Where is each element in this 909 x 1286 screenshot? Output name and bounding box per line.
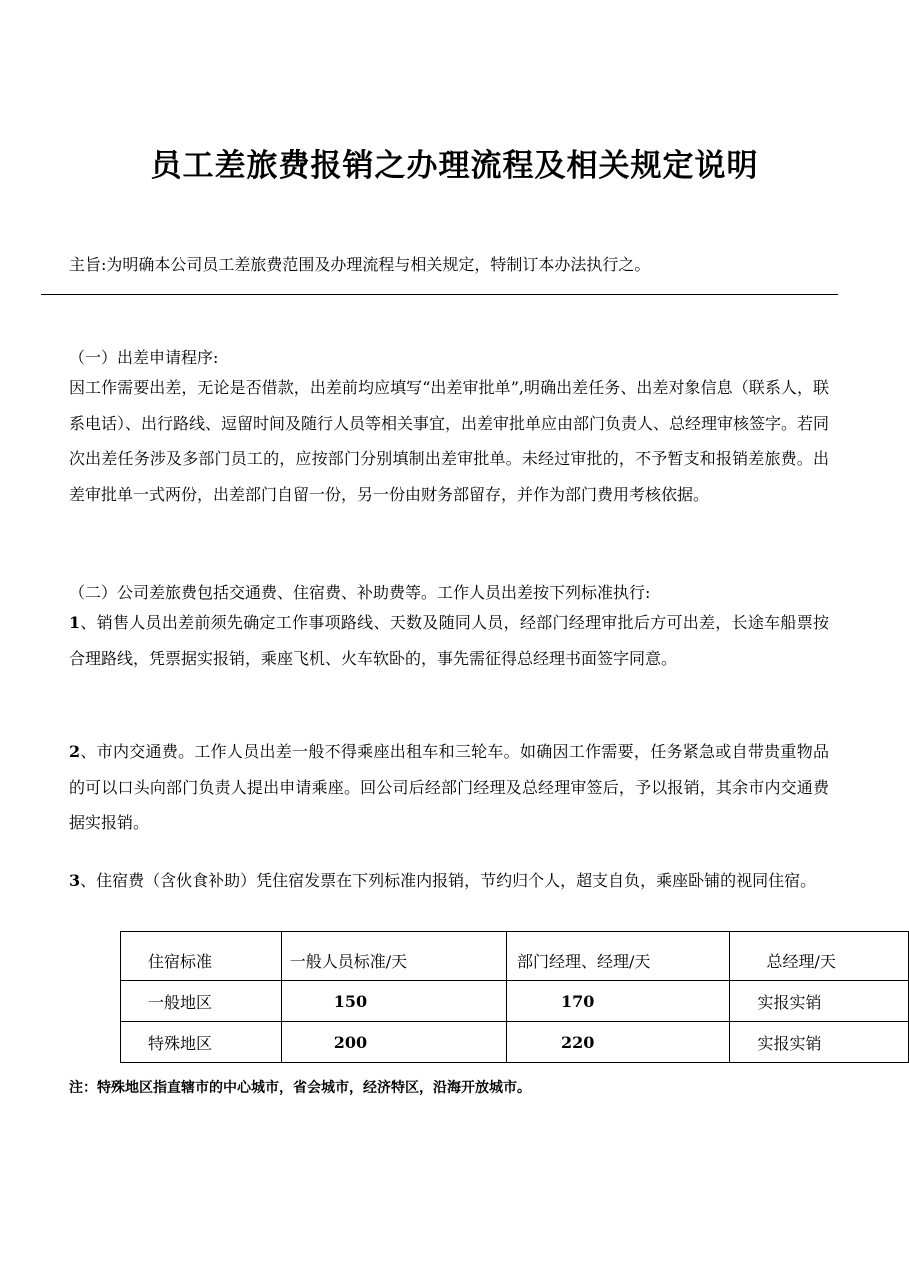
document-title: 员工差旅费报销之办理流程及相关规定说明 [150,148,759,184]
item2-number: 2 [69,742,81,761]
item1-text: 、销售人员出差前须先确定工作事项路线、天数及随同人员，经部门经理审批后方可出差，长途车船票按合理路线，凭票据实报销，乘座飞机、火车软卧的，事先需征得总经理书面签字同意。 [69,613,829,668]
item3-text: 、住宿费（含伙食补助）凭住宿发票在下列标准内报销，节约归个人，超支自负，乘座卧铺的视同住宿。 [80,871,817,890]
divider [41,294,838,295]
purpose-statement: 主旨:为明确本公司员工差旅费范围及办理流程与相关规定，特制订本办法执行之。 [69,255,651,274]
table-cell-value: 220 [506,1022,729,1063]
item3-paragraph [69,863,829,899]
table-row [121,981,909,1022]
table-cell-region: 一般地区 [121,981,282,1022]
table-header-cell: 住宿标准 [121,932,282,981]
item2-paragraph [69,734,829,841]
table-header-cell: 总经理/天 [730,932,909,981]
item1-paragraph [69,605,829,676]
table-cell-value: 150 [281,981,506,1022]
table-cell-value: 170 [506,981,729,1022]
item3-number: 3 [69,871,81,890]
section1-heading: （一）出差申请程序: [69,348,219,367]
item2-text: 、市内交通费。工作人员出差一般不得乘座出租车和三轮车。如确因工作需要，任务紧急或自带贵重物品的可以口头向部门负责人提出申请乘座。回公司后经部门经理及总经理审签后，予以报销，其余市内交通费据实报销。 [69,742,829,832]
table-cell-value: 实报实销 [730,981,909,1022]
table-header-row [121,932,909,981]
footnote: 注：特殊地区指直辖市的中心城市，省会城市，经济特区，沿海开放城市。 [69,1080,531,1096]
table-row [121,1022,909,1063]
table-cell-region: 特殊地区 [121,1022,282,1063]
section2-heading: （二）公司差旅费包括交通费、住宿费、补助费等。工作人员出差按下列标准执行: [69,583,651,602]
table-header-cell: 一般人员标准/天 [281,932,506,981]
table-header-cell: 部门经理、经理/天 [506,932,729,981]
item1-number: 1 [69,613,81,632]
accommodation-standard-table [120,931,909,1063]
table-cell-value: 200 [281,1022,506,1063]
section1-body: 因工作需要出差，无论是否借款，出差前均应填写“出差审批单”,明确出差任务、出差对象信息（联系人，联系电话）、出行路线、逗留时间及随行人员等相关事宜，出差审批单应由部门负责人、总经理审核签字。若同次出差任务涉及多部门员工的，应按部门分别填制出差审批单。未经过审批的，不予暂支和报销差旅费。出差审批单一式两份，出差部门自留一份，另一份由财务部留存，并作为部门费用考核依据。 [69,378,830,504]
table-cell-value: 实报实销 [730,1022,909,1063]
